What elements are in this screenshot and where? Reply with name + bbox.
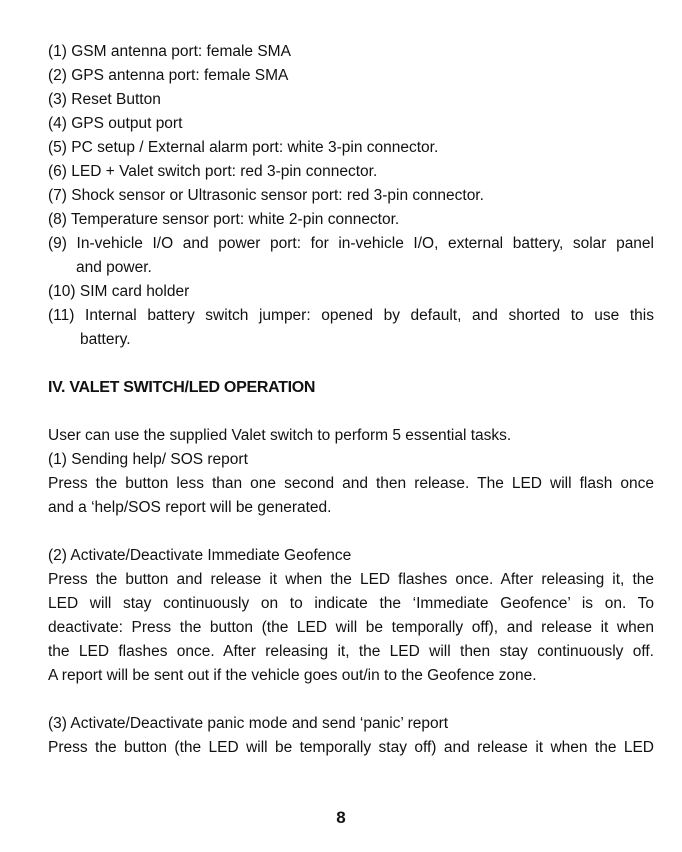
task2-line-5: A report will be sent out if the vehicle goes out/in to the Geofence zone. (48, 667, 537, 684)
task1-line-2: and a ‘help/SOS report will be generated. (48, 499, 332, 516)
task1-title: (1) Sending help/ SOS report (48, 451, 248, 468)
page-number: 8 (336, 808, 346, 827)
intro-text: User can use the supplied Valet switch to perform 5 essential tasks. (48, 427, 512, 444)
task2-line-1: Press the button and release it when the LED flashes once. After releasing it, the (48, 571, 654, 588)
port-item-3: (3) Reset Button (48, 91, 161, 108)
port-item-11: (11) Internal battery switch jumper: opened by default, and shorted to use this (48, 307, 654, 324)
port-item-1: (1) GSM antenna port: female SMA (48, 43, 291, 60)
section-heading: IV. VALET SWITCH/LED OPERATION (48, 379, 316, 396)
port-item-5: (5) PC setup / External alarm port: white 3-pin connector. (48, 139, 439, 156)
port-item-4: (4) GPS output port (48, 115, 183, 132)
port-item-6: (6) LED + Valet switch port: red 3-pin connector. (48, 163, 378, 180)
port-item-9: (9) In-vehicle I/O and power port: for in-vehicle I/O, external battery, solar panel (48, 235, 654, 252)
task1-line-1: Press the button less than one second and then release. The LED will flash once (48, 475, 654, 492)
task3-line-1: Press the button (the LED will be temporally stay off) and release it when the LED (48, 739, 654, 756)
port-item-2: (2) GPS antenna port: female SMA (48, 67, 289, 84)
port-item-10: (10) SIM card holder (48, 283, 190, 300)
port-item-11-cont: battery. (80, 331, 131, 348)
task2-line-4: the LED flashes once. After releasing it, the LED will then stay continuously off. (48, 643, 654, 660)
task2-line-3: deactivate: Press the button (the LED will be temporally off), and release it when (48, 619, 654, 636)
port-item-9-cont: and power. (76, 259, 152, 276)
port-item-7: (7) Shock sensor or Ultrasonic sensor port: red 3-pin connector. (48, 187, 484, 204)
task2-line-2: LED will stay continuously on to indicate the ‘Immediate Geofence’ is on. To (48, 595, 654, 612)
task2-title: (2) Activate/Deactivate Immediate Geofence (48, 547, 352, 564)
port-item-8: (8) Temperature sensor port: white 2-pin connector. (48, 211, 400, 228)
task3-title: (3) Activate/Deactivate panic mode and send ‘panic’ report (48, 715, 449, 732)
